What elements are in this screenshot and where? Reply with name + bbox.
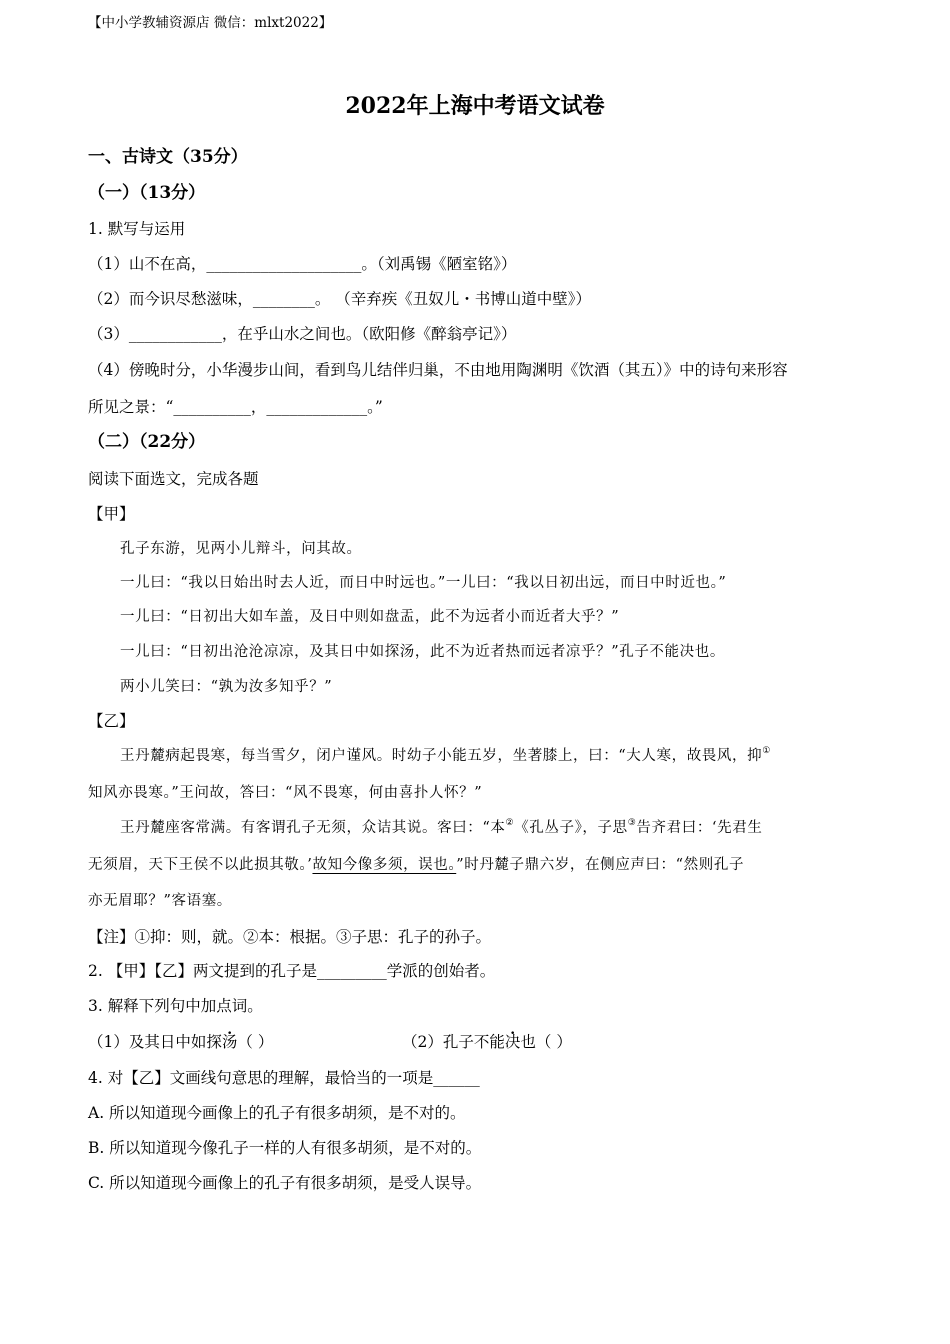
passage-yi-line: 知风亦畏寒。”王问故，答曰：“风不畏寒，何由喜扑人怀？”: [88, 785, 483, 801]
annotation-notes: 【注】①抑：则，就。②本：根据。③子思：孔子的孙子。: [88, 928, 492, 946]
passage-yi-text: 王丹麓座客常满。有客谓孔子无须，众诘其说。客曰：“本: [120, 820, 506, 836]
passage-yi-text: 《孔丛子》，子思: [514, 820, 628, 836]
passage-jia-line: 一儿曰：“我以日始出时去人近，而日中时远也。”一儿曰：“我以日初出远，而日中时近也。”: [120, 575, 727, 591]
question-3-title: 3. 解释下列句中加点词。: [88, 997, 263, 1015]
dotted-word: 汤: [221, 1033, 238, 1051]
page-title: 2022年上海中考语文试卷: [345, 93, 605, 119]
passage-yi-text: 告齐君曰：‘先君生: [636, 820, 763, 836]
question-3-item-2: [402, 1032, 572, 1052]
passage-jia-line: 一儿曰：“日初出沧沧凉凉，及其日中如探汤，此不为近者热而远者凉乎？”孔子不能决也。: [120, 644, 725, 660]
passage-jia-line: 一儿曰：“日初出大如车盖，及日中则如盘盂，此不为远者小而近者大乎？”: [120, 609, 620, 625]
answer-blank: 也（ ）: [520, 1033, 572, 1051]
option-a: A. 所以知道现今画像上的孔子有很多胡须，是不对的。: [88, 1104, 466, 1122]
passage-yi-text: 无须眉，天下王侯不以此损其敬。’: [88, 857, 313, 873]
question-1-item-4-cont: 所见之景：“__________，_____________。”: [88, 398, 383, 416]
passage-yi-text: ”时丹麓子鼎六岁，在侧应声曰：“然则孔子: [456, 857, 745, 873]
passage-yi-text: 王丹麓病起畏寒，每当雪夕，闭户谨风。时幼子小能五岁，坐著膝上，曰：“大人寒，故畏风，抑: [120, 748, 763, 764]
option-b: B. 所以知道现今像孔子一样的人有很多胡须，是不对的。: [88, 1139, 482, 1157]
reading-instruction: 阅读下面选文，完成各题: [88, 470, 259, 488]
question-4-title: 4. 对【乙】文画线句意思的理解，最恰当的一项是______: [88, 1069, 480, 1087]
header-note: 【中小学教辅资源店 微信：mlxt2022】: [88, 15, 333, 31]
part-heading-1: （一）（13分）: [88, 183, 206, 203]
passage-yi-line: 亦无眉耶？”客语塞。: [88, 893, 232, 909]
section-heading: 一、古诗文（35分）: [88, 147, 248, 167]
passage-yi-line: [120, 818, 762, 838]
option-c: C. 所以知道现今画像上的孔子有很多胡须，是受人误导。: [88, 1174, 482, 1192]
question-3-item-text: （1）及其日中如探: [88, 1033, 222, 1051]
question-3-item-text: （2）孔子不能: [402, 1033, 505, 1051]
dotted-word: 决: [504, 1033, 521, 1051]
passage-jia-line: 孔子东游，见两小儿辩斗，问其故。: [120, 541, 362, 557]
passage-jia-line: 两小儿笑曰：“孰为汝多知乎？”: [120, 679, 333, 695]
question-2: 2. 【甲】【乙】两文提到的孔子是_________学派的创始者。: [88, 962, 496, 980]
question-1-item-2: （2）而今识尽愁滋味，________。 （辛弃疾《丑奴儿・书博山道中壁》）: [88, 290, 592, 308]
passage-yi-line: [120, 746, 771, 766]
question-1-title: 1. 默写与运用: [88, 220, 186, 238]
question-1-item-3: （3）____________，在乎山水之间也。（欧阳修《醉翁亭记》）: [88, 325, 517, 343]
question-1-item-1: （1）山不在高，____________________。（刘禹锡《陋室铭》）: [88, 255, 517, 273]
part-heading-2: （二）（22分）: [88, 432, 206, 452]
footnote-mark: ①: [762, 746, 771, 756]
passage-yi-label: 【乙】: [88, 712, 135, 730]
footnote-mark: ③: [627, 818, 637, 828]
underlined-sentence: 故知今像多须，误也。: [312, 857, 457, 873]
answer-blank: （ ）: [237, 1033, 274, 1051]
question-1-item-4: （4）傍晚时分，小华漫步山间，看到鸟儿结伴归巢，不由地用陶渊明《饮酒（其五）》中的诗句来形容: [88, 361, 788, 379]
passage-jia-label: 【甲】: [88, 505, 135, 523]
question-3-item-1: [88, 1032, 273, 1052]
passage-yi-line: [88, 855, 744, 875]
footnote-mark: ②: [505, 818, 515, 828]
